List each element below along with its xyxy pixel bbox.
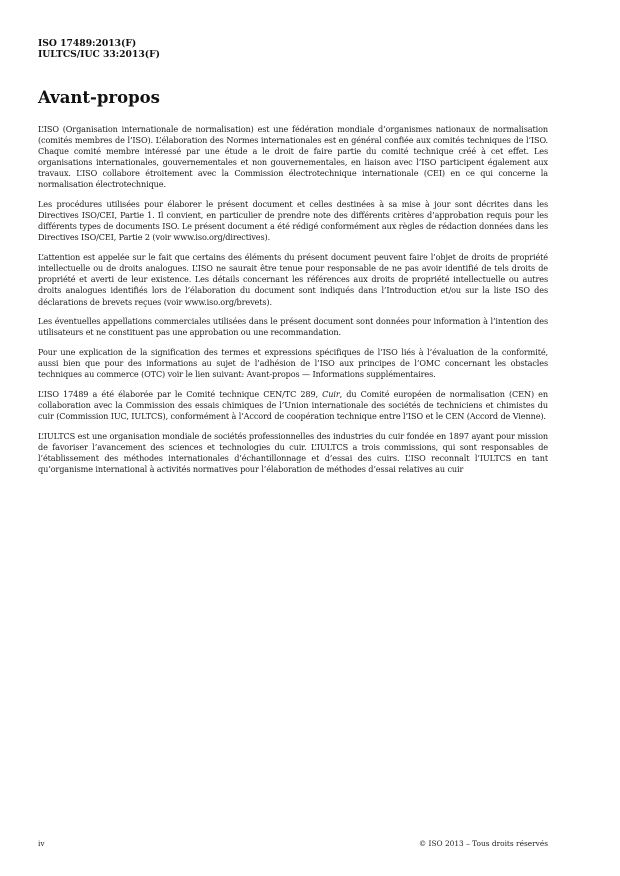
copyright-notice: © ISO 2013 – Tous droits réservés xyxy=(418,839,548,848)
foreword-body xyxy=(38,124,548,484)
page-number: iv xyxy=(38,839,45,848)
document-header xyxy=(38,38,160,60)
committee-name-emphasis: Cuir xyxy=(322,388,340,399)
paragraph-conformity-assessment: Pour une explication de la signification des termes et expressions spécifiques de l’ISO liés à l’évaluation de la conformité, aussi bien que pour des informations au sujet de l’adhésion de l’ISO aux principes de l’OMC concernant les obstacles techniques au commerce (OTC) voir le lien suivant: Avant-propos — Informations supplémentaires. xyxy=(38,346,548,380)
paragraph-procedures: Les procédures utilisées pour élaborer le présent document et celles destinées à sa mise à jour sont décrites dans les Directives ISO/CEI, Partie 1. Il convient, en particulier de prendre note des différents critères d’approbation requis pour les différents types de documents ISO. Le présent document a été rédigé conformément aux règles de rédaction données dans les Directives ISO/CEI, Partie 2 (voir www.iso.org/directives). xyxy=(38,199,548,243)
page-footer xyxy=(38,838,548,850)
paragraph-committee-preparation: L’ISO 17489 a été élaborée par le Comité technique CEN/TC 289, Cuir, du Comité européen de normalisation (CEN) en collaboration avec la Commission des essais chimiques de l’Union internationale des sociétés de techniciens et chimistes du cuir (Commission IUC, IULTCS), conformément à l’Accord de coopération technique entre l’ISO et le CEN (Accord de Vienne). xyxy=(38,388,548,422)
standard-reference-iso: ISO 17489:2013(F) xyxy=(38,38,137,49)
paragraph-trade-names: Les éventuelles appellations commerciales utilisées dans le présent document sont données pour information à l’intention des utilisateurs et ne constituent pas une approbation ou une recommandation. xyxy=(38,316,548,338)
standard-reference-iultcs: IULTCS/IUC 33:2013(F) xyxy=(38,49,160,60)
paragraph-patent-rights: L’attention est appelée sur le fait que certains des éléments du présent document peuvent faire l’objet de droits de propriété intellectuelle ou de droits analogues. L’ISO ne saurait être tenue pour responsable de ne pas avoir identifié de tels droits de propriété et averti de leur existence. Les détails concernant les références aux droits de propriété intellectuelle ou autres droits analogues identifiés lors de l’élaboration du document sont indiqués dans l’Introduction et/ou sur la liste ISO des déclarations de brevets reçues (voir www.iso.org/brevets). xyxy=(38,252,548,307)
page-title: Avant-propos xyxy=(38,88,160,107)
paragraph-iultcs: L’IULTCS est une organisation mondiale de sociétés professionnelles des industries du cuir fondée en 1897 ayant pour mission de favoriser l’avancement des sciences et technologies du cuir. L’IULTCS a trois commissions, qui sont responsables de l’établissement des méthodes internationales d’échantillonnage et d’essai des cuirs. L’ISO reconnaît l’IULTCS en tant qu’organisme international à activités normatives pour l’élaboration de méthodes d’essai relatives au cuir xyxy=(38,430,548,474)
paragraph-iso-organisation: L’ISO (Organisation internationale de normalisation) est une fédération mondiale d’organismes nationaux de normalisation (comités membres de l’ISO). L’élaboration des Normes internationales est en général confiée aux comités techniques de l’ISO. Chaque comité membre intéressé par une étude a le droit de faire partie du comité technique créé à cet effet. Les organisations internationales, gouvernementales et non gouvernementales, en liaison avec l’ISO participent également aux travaux. L’ISO collabore étroitement avec la Commission électrotechnique internationale (CEI) en ce qui concerne la normalisation électrotechnique. xyxy=(38,124,548,190)
